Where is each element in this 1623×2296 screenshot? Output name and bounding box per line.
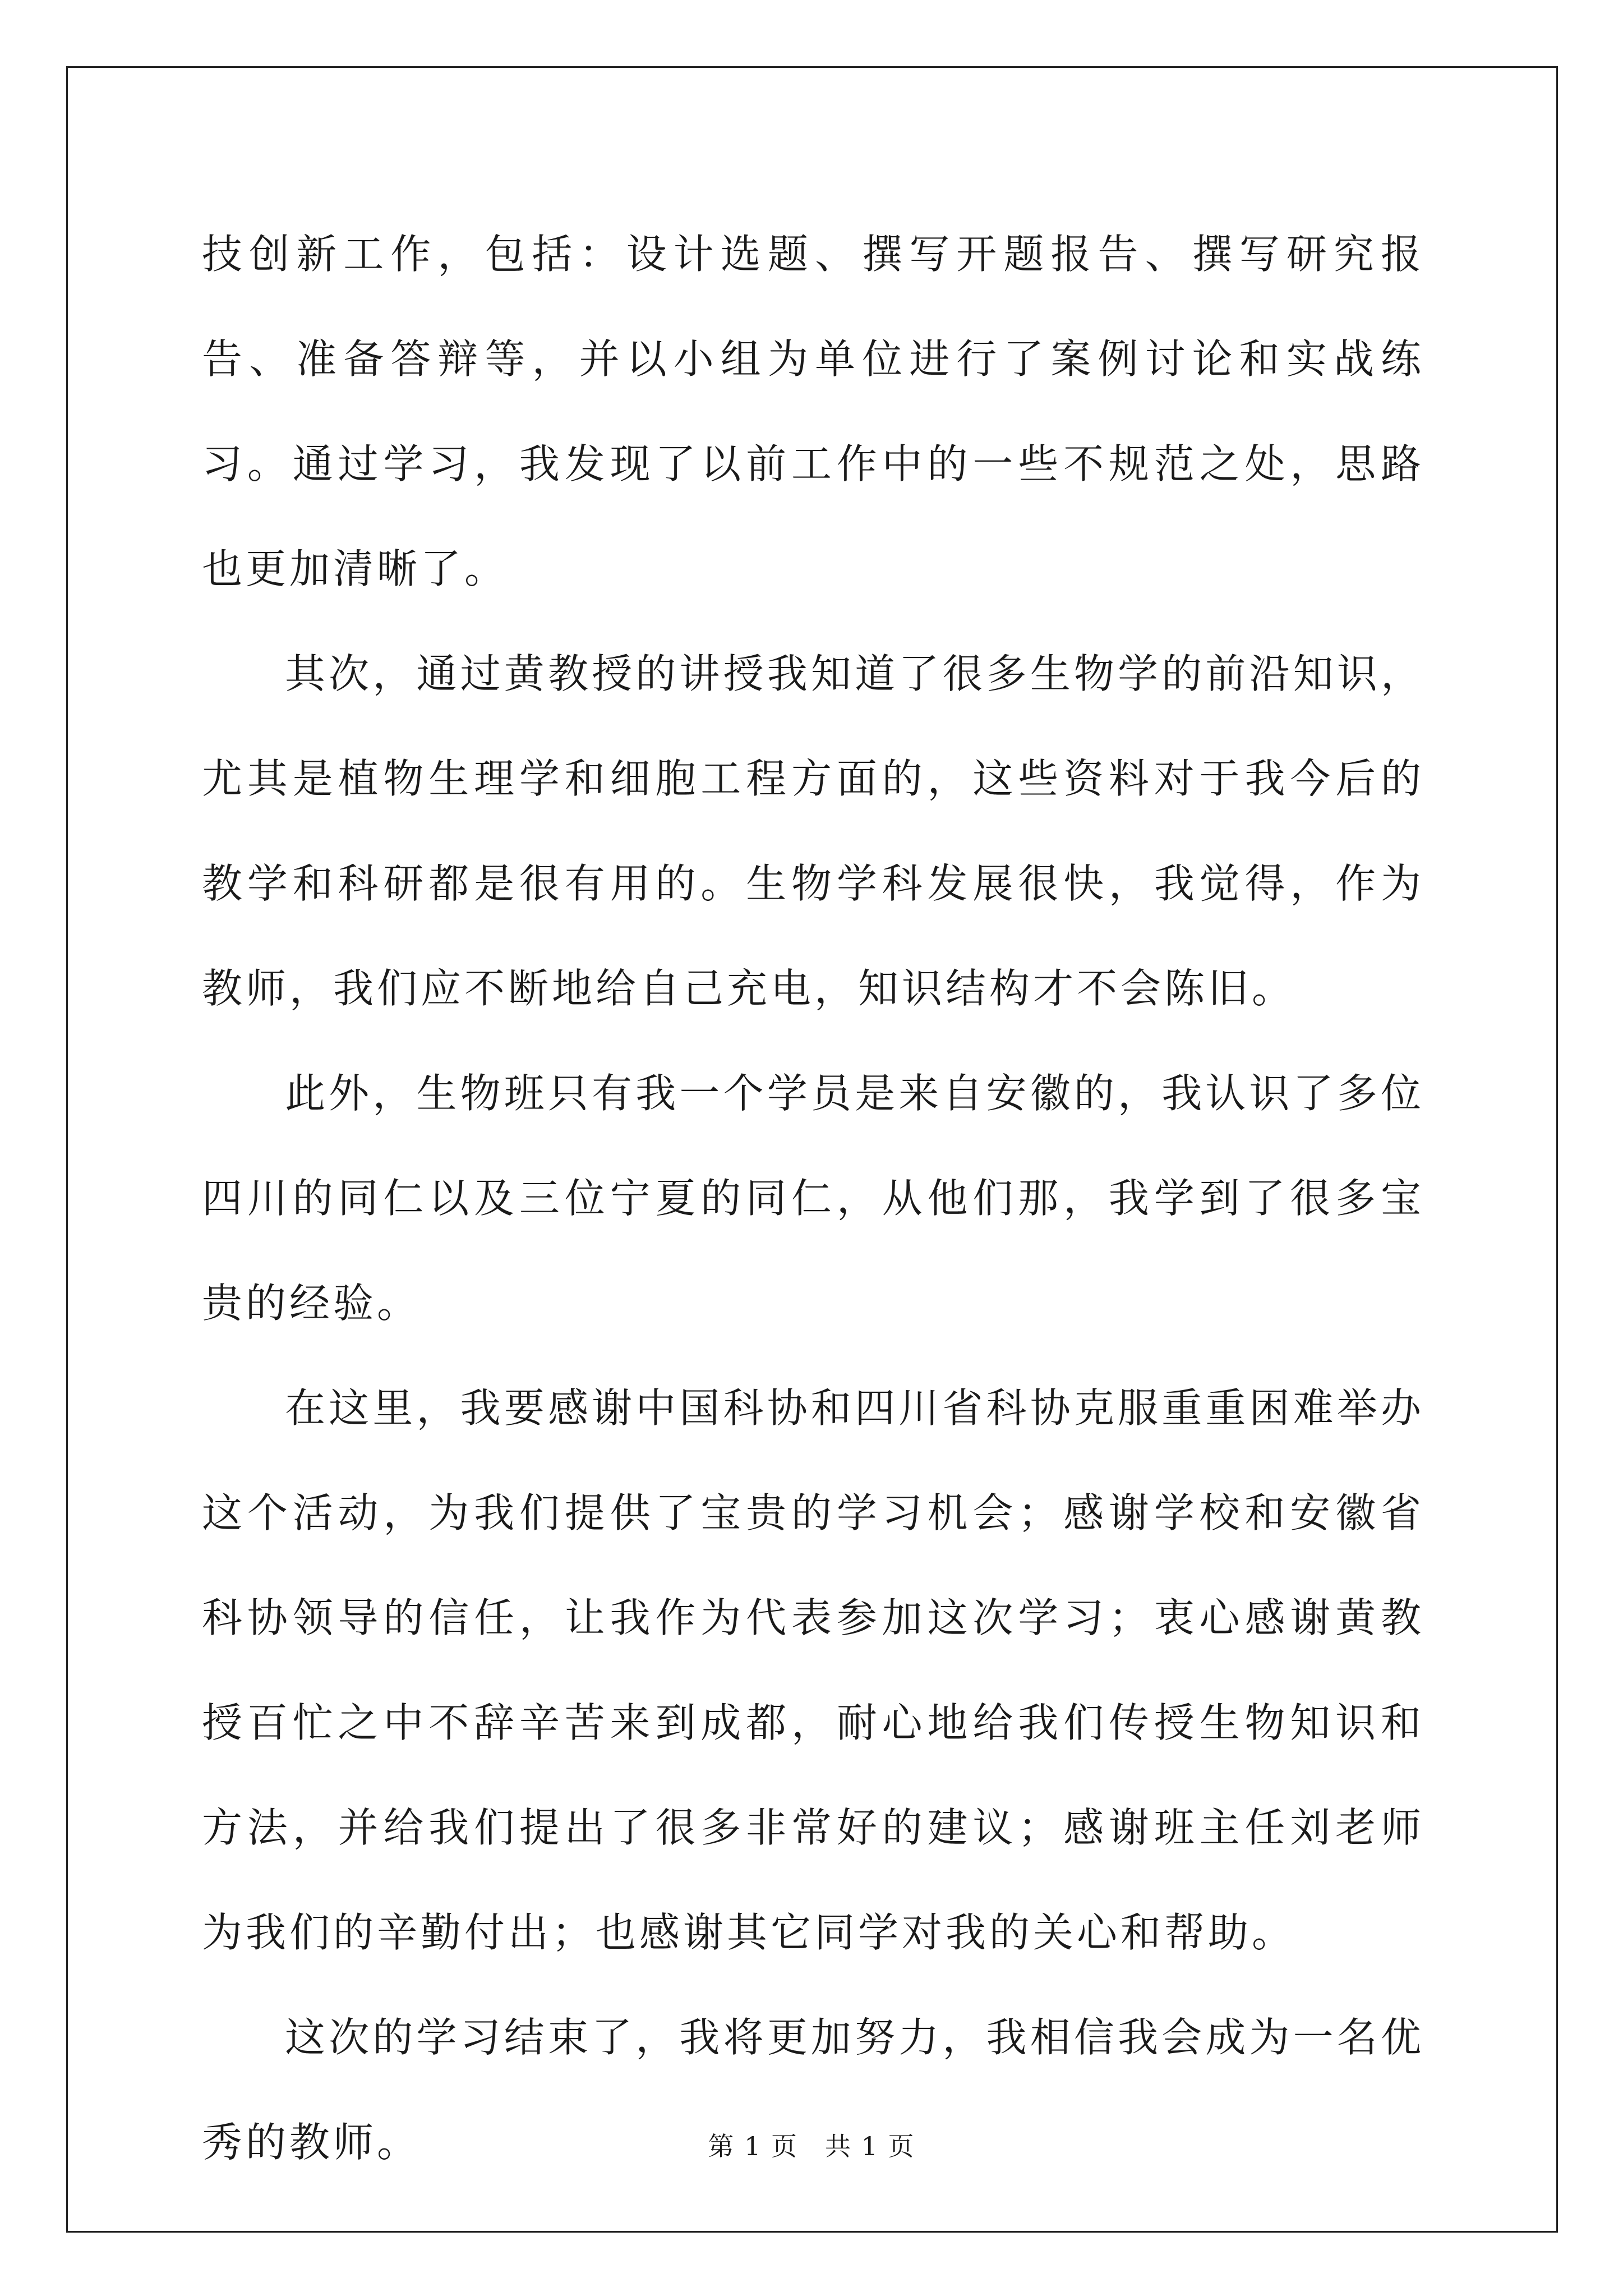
paragraph-4: 在这里，我要感谢中国科协和四川省科协克服重重困难举办这个活动，为我们提供了宝贵的学习机会；感谢学校和安徽省科协领导的信任，让我作为代表参加这次学习；衷心感谢黄教授百忙之中不辞辛苦来到成都，耐心地给我们传授生物知识和方法，并给我们提出了很多非常好的建议；感谢班主任刘老师为我们的辛勤付出；也感谢其它同学对我的关心和帮助。 bbox=[202, 1384, 1424, 1956]
paragraph-1: 技创新工作，包括：设计选题、撰写开题报告、撰写研究报告、准备答辩等，并以小组为单位进行了案例讨论和实战练习。通过学习，我发现了以前工作中的一些不规范之处，思路也更加清晰了。 bbox=[202, 231, 1424, 592]
paragraph-3: 此外，生物班只有我一个学员是来自安徽的，我认识了多位四川的同仁以及三位宁夏的同仁，从他们那，我学到了很多宝贵的经验。 bbox=[202, 1070, 1424, 1327]
document-body bbox=[202, 202, 1424, 2195]
page-footer: 第 1 页 共 1 页 bbox=[708, 2131, 915, 2161]
paragraph-5: 这次的学习结束了，我将更加努力，我相信我会成为一名优秀的教师。 bbox=[202, 2014, 1424, 2166]
paragraph-2: 其次，通过黄教授的讲授我知道了很多生物学的前沿知识，尤其是植物生理学和细胞工程方面的，这些资料对于我今后的教学和科研都是很有用的。生物学科发展很快，我觉得，作为教师，我们应不断地给自己充电，知识结构才不会陈旧。 bbox=[202, 650, 1424, 1012]
